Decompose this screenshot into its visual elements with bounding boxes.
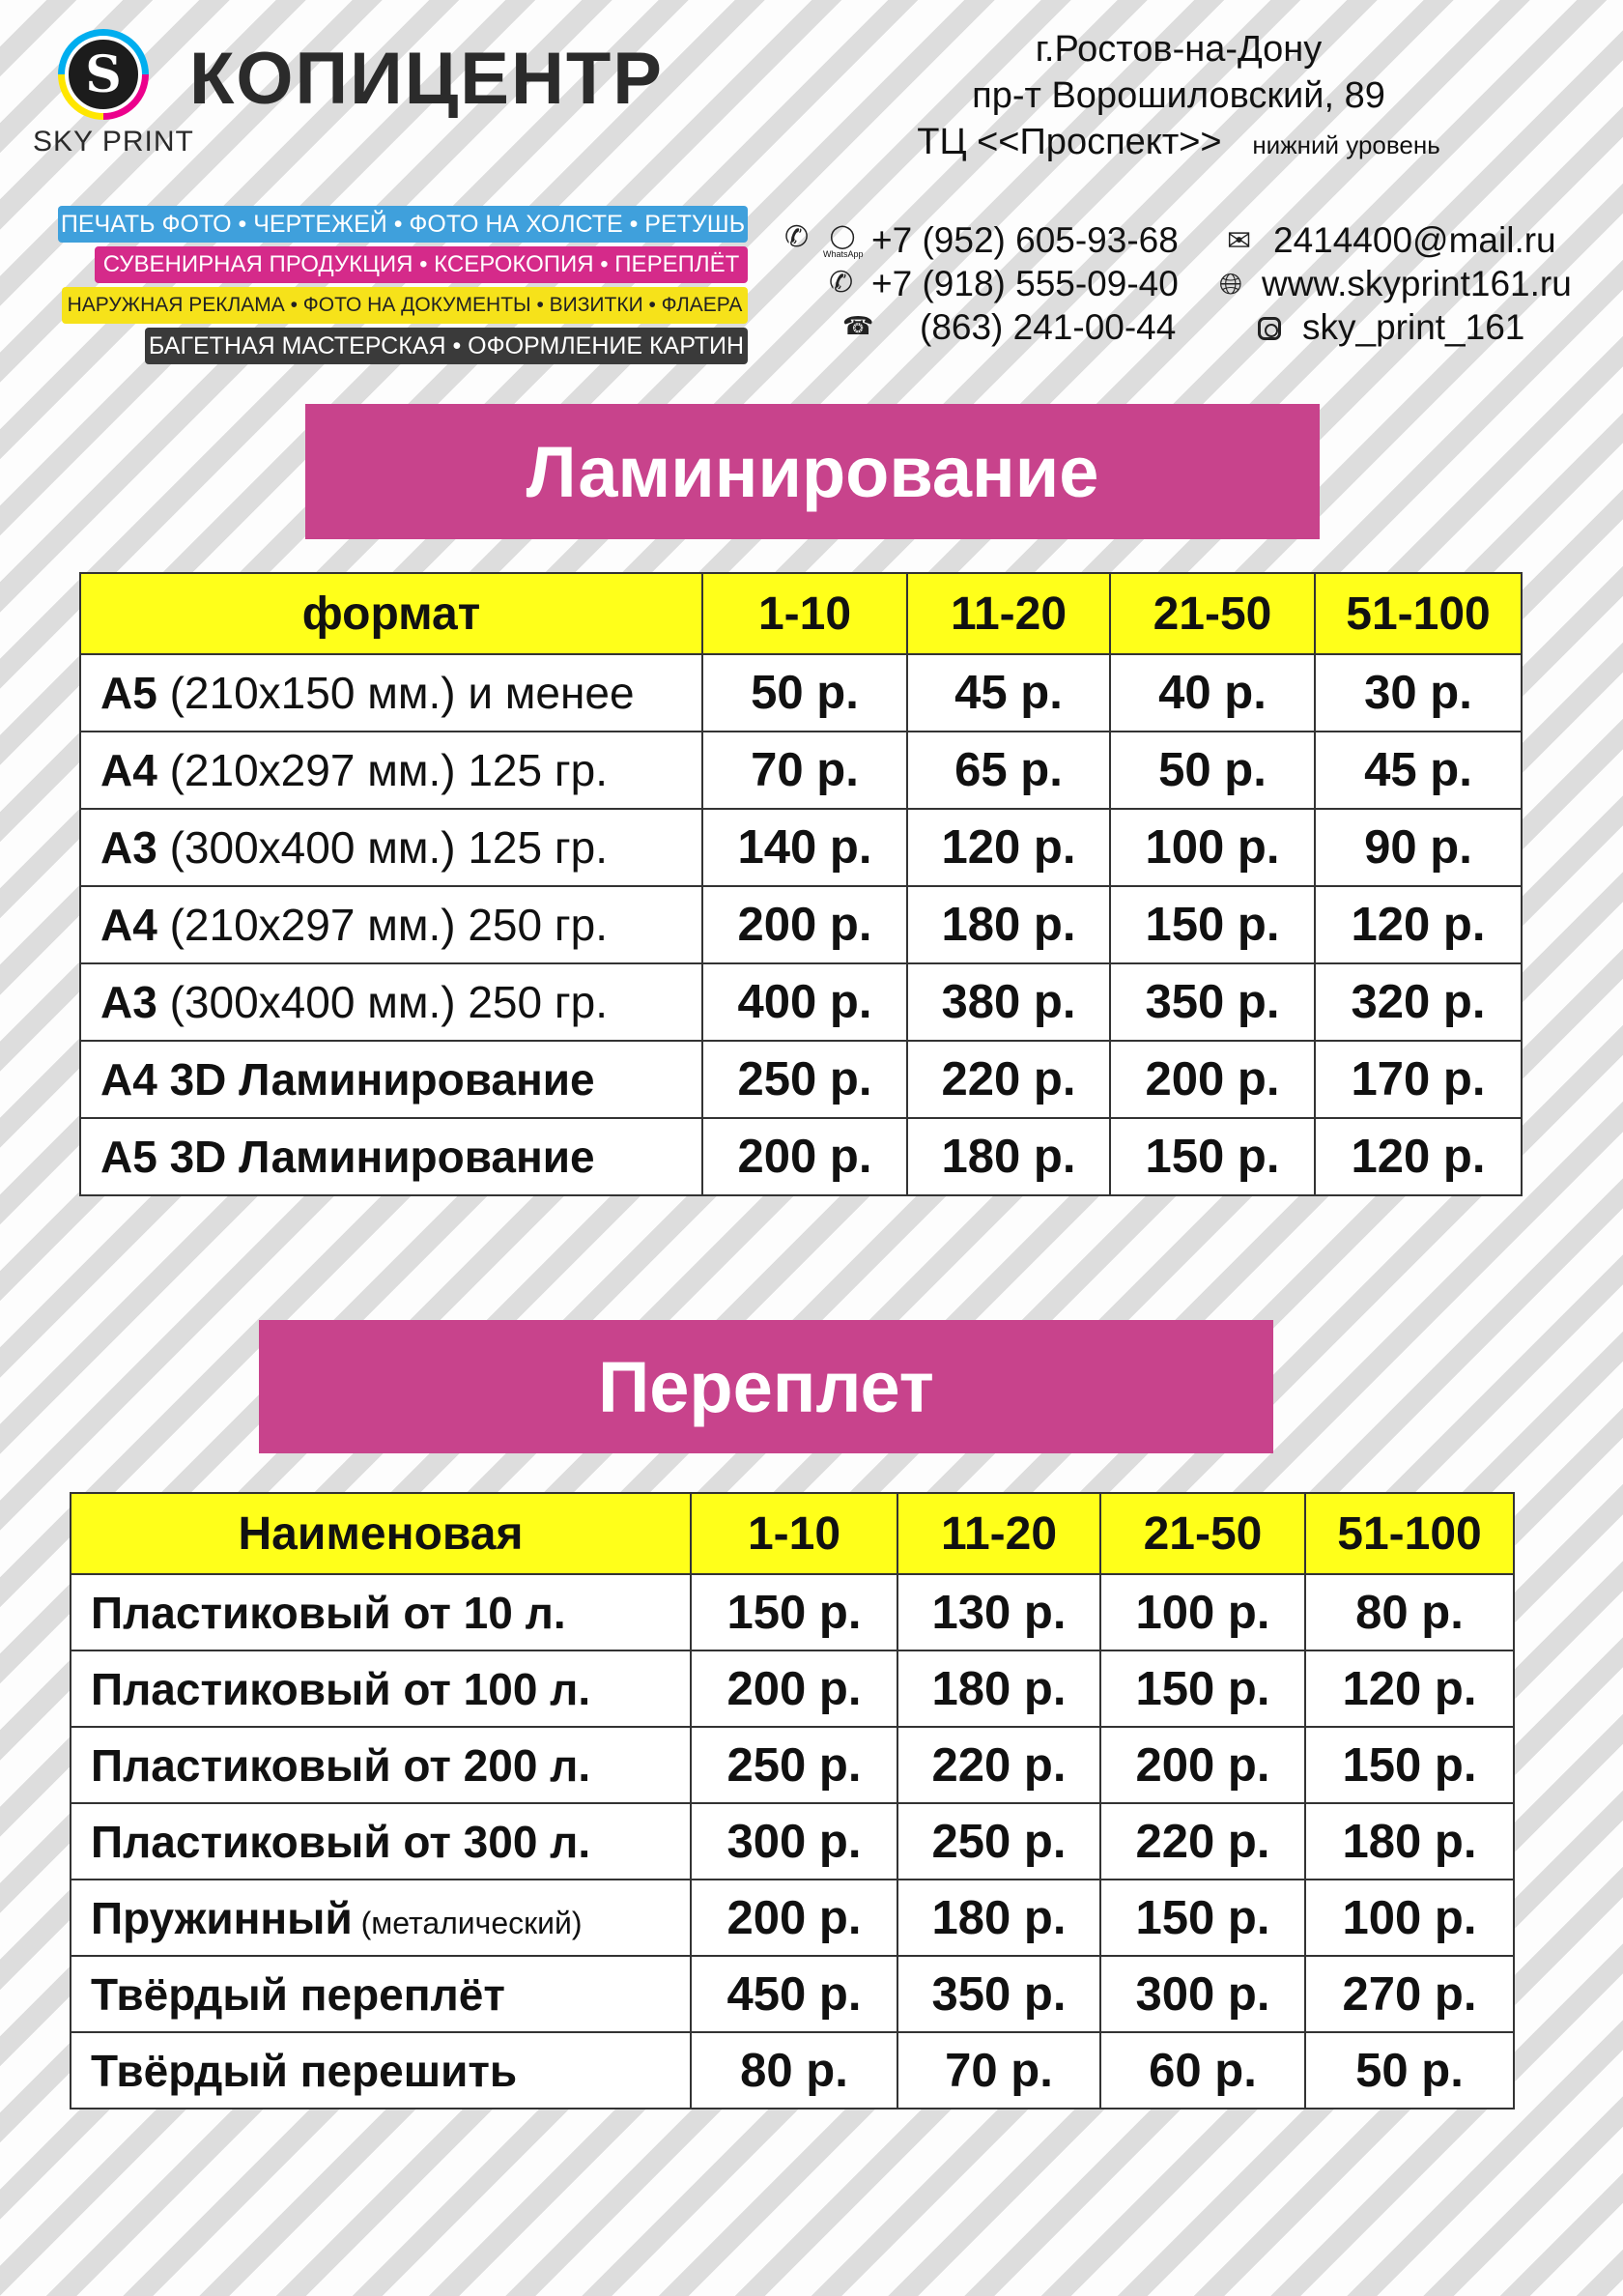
address-street: пр-т Ворошиловский, 89 [972,75,1385,116]
price-cell: 140 р. [702,809,907,886]
price-cell: 40 р. [1110,654,1315,732]
email[interactable]: 2414400@mail.ru [1273,220,1556,260]
price-cell: 50 р. [1305,2032,1514,2109]
price-cell: 250 р. [691,1727,897,1803]
item-name: Пластиковый от 10 л. [91,1587,566,1638]
price-cell: 130 р. [897,1574,1100,1650]
price-cell: 170 р. [1315,1041,1522,1118]
table-row [71,1727,1514,1803]
price-cell: 200 р. [1100,1727,1305,1803]
item-name: Пружинный [91,1892,353,1943]
phone-3[interactable]: (863) 241-00-44 [920,307,1177,347]
price-cell: 100 р. [1110,809,1315,886]
price-cell: 180 р. [1305,1803,1514,1880]
price-cell: 200 р. [691,1880,897,1956]
instagram-icon [1258,317,1281,340]
price-cell: 80 р. [691,2032,897,2109]
table-header-row [71,1493,1514,1574]
price-cell: 200 р. [691,1650,897,1727]
price-cell: 90 р. [1315,809,1522,886]
phone-icon: ✆ [784,221,810,253]
header-quantity-column: 21-50 [1110,573,1315,654]
address-mall-name: ТЦ <<Проспект>> [917,122,1222,162]
item-name-cell [80,809,702,886]
price-cell: 150 р. [1100,1650,1305,1727]
price-cell: 120 р. [1315,886,1522,963]
item-name: А5 3D Ламинирование [100,1132,595,1182]
price-cell: 150 р. [1110,886,1315,963]
item-name-cell [80,963,702,1041]
item-name: Пластиковый от 300 л. [91,1816,591,1867]
item-name-cell [71,2032,691,2109]
table-row [80,809,1522,886]
price-cell: 200 р. [1110,1041,1315,1118]
whatsapp-label: WhatsApp [823,249,864,259]
landline-phone-icon: ☎ [842,311,874,340]
email-icon: ✉ [1227,225,1252,257]
item-detail: (210х297 мм.) 125 гр. [157,745,608,795]
table-row [71,1574,1514,1650]
item-name: А5 [100,668,157,718]
price-cell: 70 р. [702,732,907,809]
item-name-cell [71,1574,691,1650]
price-cell: 45 р. [1315,732,1522,809]
item-name: А3 [100,822,157,873]
table-row [71,1880,1514,1956]
item-detail: (300х400 мм.) 125 гр. [157,822,608,873]
table-row [71,1650,1514,1727]
whatsapp-icon: ◯ WhatsApp [823,223,864,259]
item-name: Пластиковый от 100 л. [91,1663,591,1714]
price-cell: 450 р. [691,1956,897,2032]
item-name-cell [71,1803,691,1880]
item-name-cell [80,732,702,809]
binding-price-table [70,1492,1515,2109]
lamination-title: Ламинирование [526,431,1099,512]
lamination-banner [305,404,1320,539]
price-cell: 220 р. [1100,1803,1305,1880]
price-cell: 200 р. [702,1118,907,1195]
price-cell: 270 р. [1305,1956,1514,2032]
header-quantity-column: 51-100 [1305,1493,1514,1574]
header-quantity-column: 21-50 [1100,1493,1305,1574]
item-name-cell [80,654,702,732]
price-cell: 350 р. [1110,963,1315,1041]
price-cell: 180 р. [907,886,1110,963]
price-cell: 150 р. [1110,1118,1315,1195]
price-cell: 250 р. [702,1041,907,1118]
logo-letter: S [65,36,142,113]
price-cell: 120 р. [1315,1118,1522,1195]
item-name: А4 [100,900,157,950]
header-quantity-column: 11-20 [907,573,1110,654]
price-cell: 100 р. [1305,1880,1514,1956]
item-name-cell [71,1727,691,1803]
table-header-row [80,573,1522,654]
service-strip: НАРУЖНАЯ РЕКЛАМА • ФОТО НА ДОКУМЕНТЫ • ВИЗИТКИ • ФЛАЕРА [62,287,748,324]
phone-icon: ✆ [829,267,854,299]
table-row [71,1803,1514,1880]
header-name-column: Наименовая [71,1493,691,1574]
item-detail: (металический) [352,1905,583,1940]
phone-2[interactable]: +7 (918) 555-09-40 [871,264,1179,303]
globe-icon: 🌐︎ [1219,269,1242,301]
brand-title: КОПИЦЕНТР [189,38,664,120]
price-cell: 50 р. [702,654,907,732]
table-row [80,1118,1522,1195]
price-cell: 200 р. [702,886,907,963]
header-quantity-column: 11-20 [897,1493,1100,1574]
address-level: нижний уровень [1252,130,1440,159]
service-strip: БАГЕТНАЯ МАСТЕРСКАЯ • ОФОРМЛЕНИЕ КАРТИН [145,328,748,364]
header-quantity-column: 1-10 [691,1493,897,1574]
item-name: А4 3D Ламинирование [100,1054,595,1105]
price-cell: 350 р. [897,1956,1100,2032]
item-name-cell [80,1118,702,1195]
item-name: Пластиковый от 200 л. [91,1739,591,1791]
table-row [80,963,1522,1041]
item-name: Твёрдый переплёт [91,1968,505,2020]
price-cell: 120 р. [907,809,1110,886]
price-cell: 150 р. [691,1574,897,1650]
price-cell: 180 р. [897,1880,1100,1956]
item-detail: (300х400 мм.) 250 гр. [157,977,608,1027]
address-city: г.Ростов-на-Дону [1035,29,1323,70]
item-name: А4 [100,745,157,795]
logo-text: SKY PRINT [33,126,194,158]
item-name-cell [80,1041,702,1118]
price-cell: 180 р. [897,1650,1100,1727]
header-quantity-column: 1-10 [702,573,907,654]
table-row [71,1956,1514,2032]
item-name-cell [80,886,702,963]
table-row [80,886,1522,963]
price-cell: 60 р. [1100,2032,1305,2109]
header-quantity-column: 51-100 [1315,573,1522,654]
item-name-cell [71,1880,691,1956]
price-cell: 250 р. [897,1803,1100,1880]
price-cell: 150 р. [1100,1880,1305,1956]
price-cell: 30 р. [1315,654,1522,732]
price-cell: 100 р. [1100,1574,1305,1650]
header-name-column: формат [80,573,702,654]
instagram-handle[interactable]: sky_print_161 [1302,307,1525,347]
item-name-cell [71,1650,691,1727]
phone-1[interactable]: +7 (952) 605-93-68 [871,220,1179,260]
price-cell: 320 р. [1315,963,1522,1041]
table-row [80,1041,1522,1118]
table-row [71,2032,1514,2109]
price-cell: 400 р. [702,963,907,1041]
logo-emblem [58,29,149,120]
item-detail: (210х150 мм.) и менее [157,668,635,718]
price-cell: 380 р. [907,963,1110,1041]
address-mall [908,122,1449,163]
price-cell: 300 р. [691,1803,897,1880]
service-strip: ПЕЧАТЬ ФОТО • ЧЕРТЕЖЕЙ • ФОТО НА ХОЛСТЕ • РЕТУШЬ [58,206,748,243]
service-strip: СУВЕНИРНАЯ ПРОДУКЦИЯ • КСЕРОКОПИЯ • ПЕРЕПЛЁТ [95,246,748,283]
price-cell: 300 р. [1100,1956,1305,2032]
price-cell: 220 р. [897,1727,1100,1803]
lamination-price-table [79,572,1523,1196]
table-row [80,654,1522,732]
price-cell: 150 р. [1305,1727,1514,1803]
price-cell: 220 р. [907,1041,1110,1118]
price-cell: 80 р. [1305,1574,1514,1650]
binding-banner [259,1320,1273,1453]
price-cell: 50 р. [1110,732,1315,809]
table-row [80,732,1522,809]
price-cell: 65 р. [907,732,1110,809]
price-cell: 180 р. [907,1118,1110,1195]
price-cell: 45 р. [907,654,1110,732]
item-detail: (210х297 мм.) 250 гр. [157,900,608,950]
website[interactable]: www.skyprint161.ru [1262,264,1572,303]
price-cell: 120 р. [1305,1650,1514,1727]
price-cell: 70 р. [897,2032,1100,2109]
binding-title: Переплет [598,1346,934,1427]
item-name-cell [71,1956,691,2032]
item-name: А3 [100,977,157,1027]
item-name: Твёрдый перешить [91,2045,518,2096]
